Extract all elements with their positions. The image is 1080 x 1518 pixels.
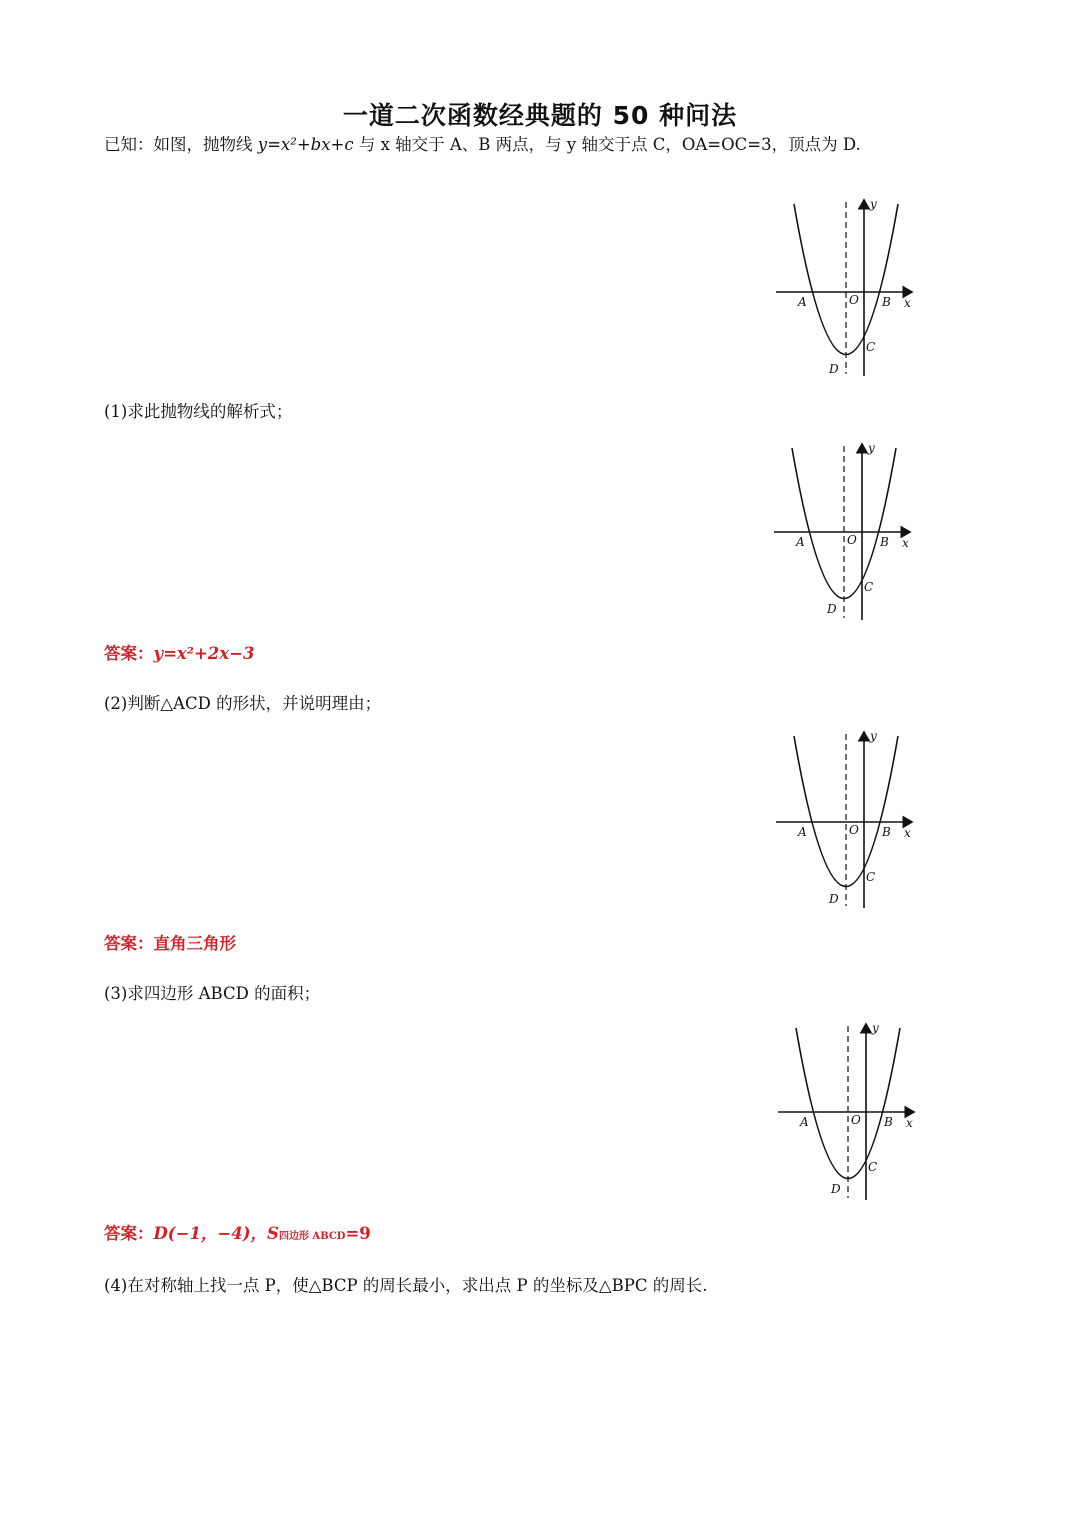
question-1: (1)求此抛物线的解析式； <box>104 402 293 421</box>
y-axis-label: y <box>868 441 875 455</box>
parabola-figure <box>774 196 924 376</box>
point-a-label: A <box>798 825 807 839</box>
point-d-label: D <box>827 602 837 616</box>
intro-text-2: 与 x 轴交于 A、B 两点，与 y 轴交于点 C，OA=OC=3，顶点为 D. <box>353 135 861 154</box>
document-title: 一道二次函数经典题的 50 种问法 <box>342 101 738 130</box>
x-axis-label: x <box>906 1116 913 1130</box>
answer-label: 答案： <box>104 934 154 953</box>
answer-2 <box>104 930 236 954</box>
origin-label: O <box>847 533 857 547</box>
question-4: (4)在对称轴上找一点 P，使△BCP 的周长最小，求出点 P 的坐标及△BPC 的周长. <box>104 1276 708 1295</box>
point-c-label: C <box>868 1160 878 1174</box>
intro-text-1: 已知：如图，抛物线 <box>104 135 258 154</box>
intro-equation: y=x²+bx+c <box>257 135 354 154</box>
y-axis-label: y <box>872 1021 879 1035</box>
answer-3 <box>104 1220 371 1244</box>
point-a-label: A <box>798 295 807 309</box>
problem-statement <box>104 130 974 159</box>
answer-label: 答案： <box>104 1224 154 1243</box>
point-d-label: D <box>829 892 839 906</box>
answer-value: 直角三角形 <box>153 934 236 953</box>
point-a-label: A <box>796 535 805 549</box>
origin-label: O <box>849 293 859 307</box>
point-b-label: B <box>882 295 891 309</box>
answer-value: D(−1，−4)，S <box>153 1224 279 1243</box>
point-d-label: D <box>829 362 839 376</box>
answer-value-end: =9 <box>345 1224 371 1243</box>
question-3: (3)求四边形 ABCD 的面积； <box>104 984 321 1003</box>
origin-label: O <box>851 1113 861 1127</box>
answer-label: 答案： <box>104 644 154 663</box>
parabola-figure <box>772 440 922 620</box>
x-axis-label: x <box>904 296 911 310</box>
answer-1 <box>104 640 254 664</box>
parabola-figure <box>776 1020 926 1200</box>
point-b-label: B <box>880 535 889 549</box>
answer-subscript: 四边形 ABCD <box>278 1231 346 1242</box>
x-axis-label: x <box>902 536 909 550</box>
origin-label: O <box>849 823 859 837</box>
x-axis-label: x <box>904 826 911 840</box>
point-b-label: B <box>882 825 891 839</box>
point-c-label: C <box>866 870 876 884</box>
parabola-figure <box>774 728 924 908</box>
y-axis-label: y <box>870 729 877 743</box>
answer-value: y=x²+2x−3 <box>153 644 255 663</box>
question-2: (2)判断△ACD 的形状，并说明理由； <box>104 694 382 713</box>
point-c-label: C <box>864 580 874 594</box>
point-c-label: C <box>866 340 876 354</box>
point-d-label: D <box>831 1182 841 1196</box>
point-a-label: A <box>800 1115 809 1129</box>
point-b-label: B <box>884 1115 893 1129</box>
y-axis-label: y <box>870 197 877 211</box>
